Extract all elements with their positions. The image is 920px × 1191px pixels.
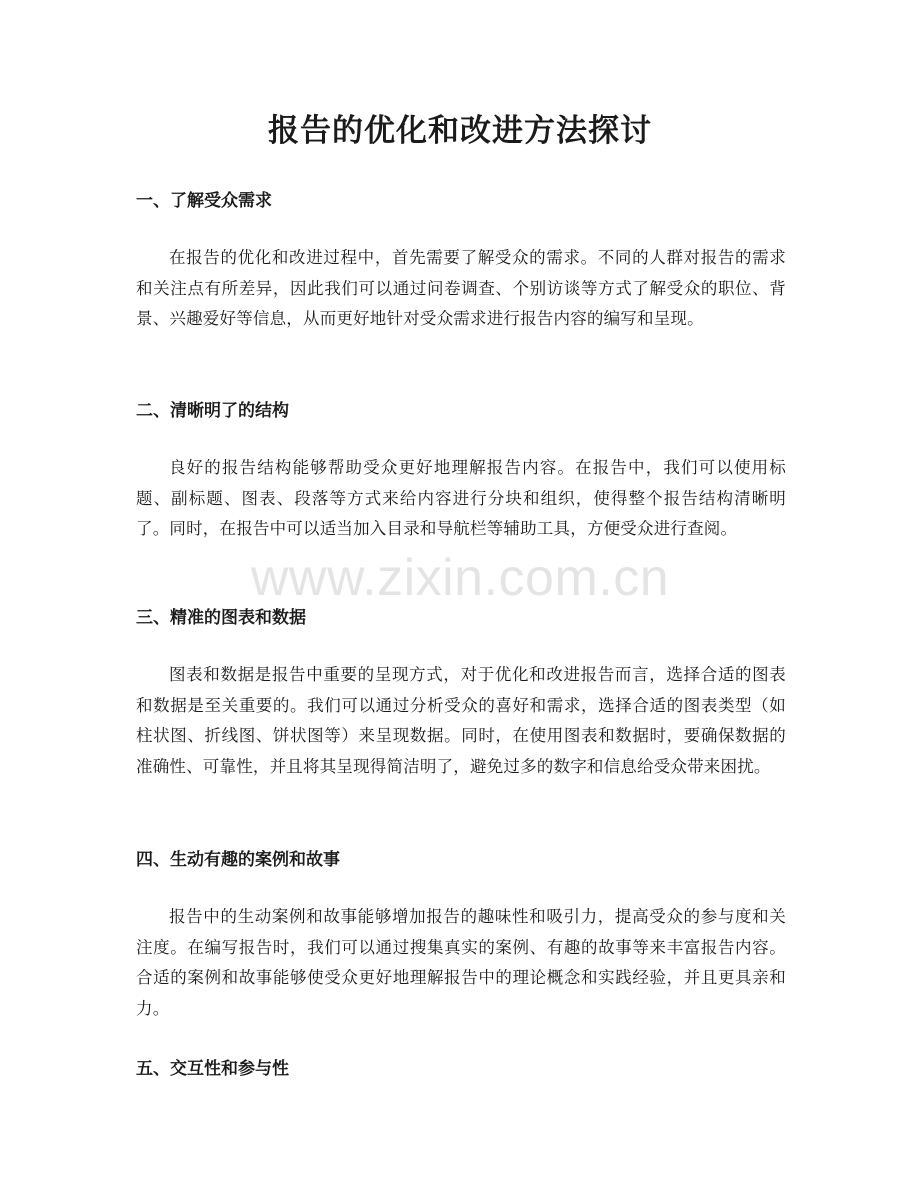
section-5	[136, 1056, 786, 1082]
section-3	[136, 605, 786, 782]
section-paragraph: 图表和数据是报告中重要的呈现方式，对于优化和改进报告而言，选择合适的图表和数据是至关重要的。我们可以通过分析受众的喜好和需求，选择合适的图表类型（如柱状图、折线图、饼状图等）来呈现数据。同时，在使用图表和数据时，要确保数据的准确性、可靠性，并且将其呈现得简洁明了，避免过多的数字和信息给受众带来困扰。	[136, 665, 786, 776]
section-paragraph: 报告中的生动案例和故事能够增加报告的趣味性和吸引力，提高受众的参与度和关注度。在编写报告时，我们可以通过搜集真实的案例、有趣的故事等来丰富报告内容。合适的案例和故事能够使受众更好地理解报告中的理论概念和实践经验，并且更具亲和力。	[136, 907, 786, 1018]
section-heading: 三、精准的图表和数据	[136, 608, 306, 628]
section-2	[136, 398, 786, 545]
section-heading: 一、了解受众需求	[136, 191, 272, 211]
section-4	[136, 847, 786, 1024]
section-heading: 四、生动有趣的案例和故事	[136, 850, 340, 870]
section-1	[136, 188, 786, 335]
section-paragraph: 良好的报告结构能够帮助受众更好地理解报告内容。在报告中，我们可以使用标题、副标题、图表、段落等方式来给内容进行分块和组织，使得整个报告结构清晰明了。同时，在报告中可以适当加入目录和导航栏等辅助工具，方便受众进行查阅。	[136, 458, 786, 538]
document-title: 报告的优化和改进方法探讨	[268, 113, 652, 149]
section-heading: 五、交互性和参与性	[136, 1059, 289, 1079]
section-heading: 二、清晰明了的结构	[136, 401, 289, 421]
watermark-text: www.zixin.com.cn	[250, 549, 670, 607]
section-paragraph: 在报告的优化和改进过程中，首先需要了解受众的需求。不同的人群对报告的需求和关注点有所差异，因此我们可以通过问卷调查、个别访谈等方式了解受众的职位、背景、兴趣爱好等信息，从而更好地针对受众需求进行报告内容的编写和呈现。	[136, 248, 786, 328]
